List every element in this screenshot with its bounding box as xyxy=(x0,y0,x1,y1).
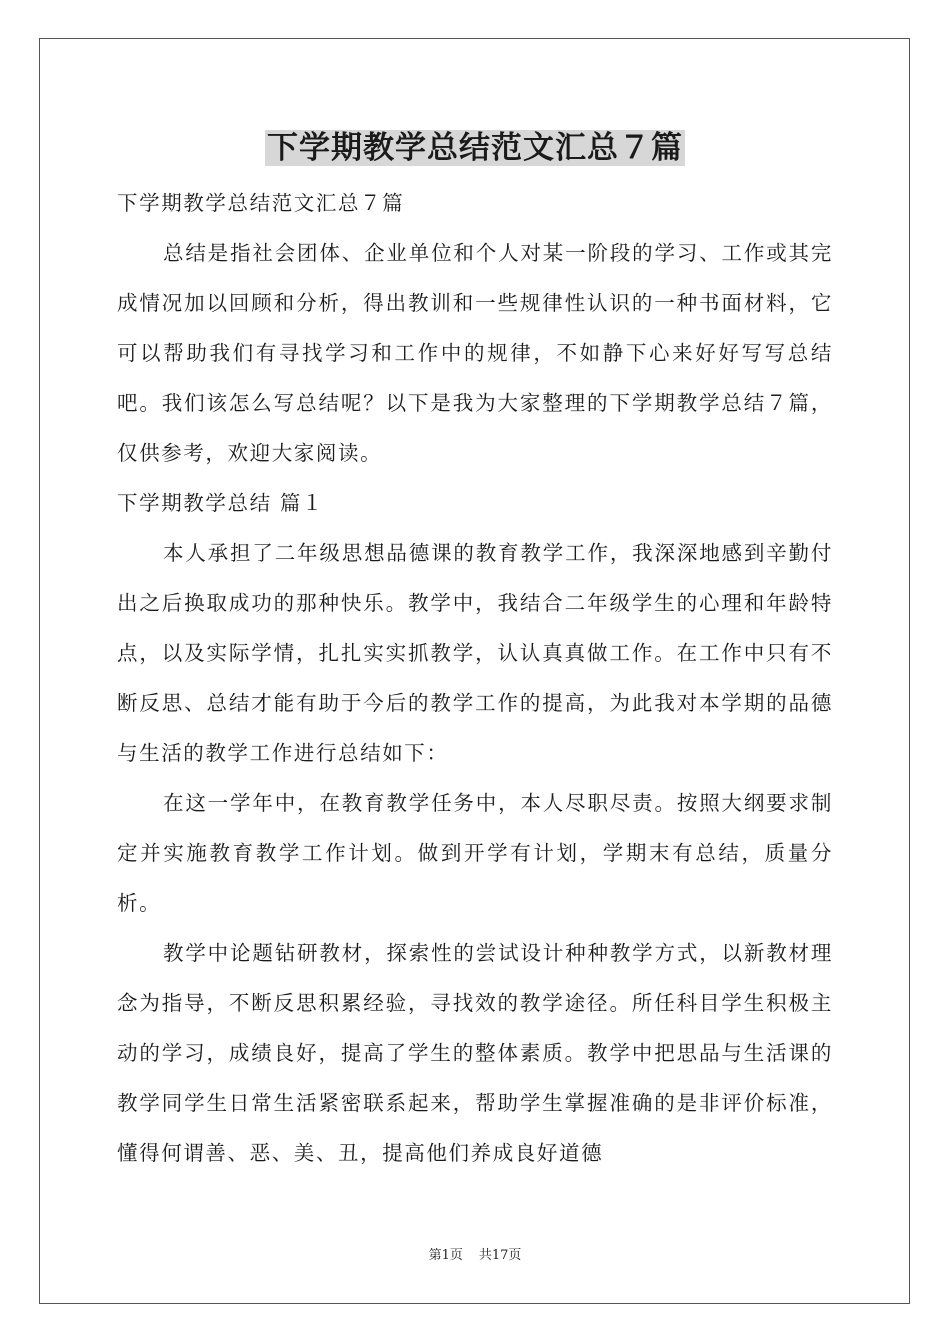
section-heading: 下学期教学总结 篇１ xyxy=(117,491,325,515)
intro-paragraph: 总结是指社会团体、企业单位和个人对某一阶段的学习、工作或其完成情况加以回顾和分析，得出教训和一些规律性认识的一种书面材料，它可以帮助我们有寻找学习和工作中的规律，不如静下心来好好写写总结吧。我们该怎么写总结呢？以下是我为大家整理的下学期教学总结７篇，仅供参考，欢迎大家阅读。 xyxy=(117,241,833,465)
document-title xyxy=(0,126,950,170)
page-number: 第1页 xyxy=(428,1248,463,1263)
body-paragraph-2: 在这一学年中，在教育教学任务中，本人尽职尽责。按照大纲要求制定并实施教育教学工作计划。做到开学有计划，学期末有总结，质量分析。 xyxy=(117,791,833,915)
page-total: 共17页 xyxy=(478,1248,522,1263)
document-subtitle: 下学期教学总结范文汇总７篇 xyxy=(117,191,405,215)
body-paragraph-3: 教学中论题钻研教材，探索性的尝试设计种种教学方式，以新教材理念为指导，不断反思积累经验，寻找效的教学途径。所任科目学生积极主动的学习，成绩良好，提高了学生的整体素质。教学中把思品与生活课的教学同学生日常生活紧密联系起来，帮助学生掌握准确的是非评价标准，懂得何谓善、恶、美、丑，提高他们养成良好道德 xyxy=(117,941,833,1165)
page-footer xyxy=(0,1247,950,1265)
document-body xyxy=(117,178,833,1178)
body-paragraph-1: 本人承担了二年级思想品德课的教育教学工作，我深深地感到辛勤付出之后换取成功的那种快乐。教学中，我结合二年级学生的心理和年龄特点，以及实际学情，扎扎实实抓教学，认认真真做工作。在工作中只有不断反思、总结才能有助于今后的教学工作的提高，为此我对本学期的品德与生活的教学工作进行总结如下： xyxy=(117,541,833,765)
document-title-text: 下学期教学总结范文汇总７篇 xyxy=(267,130,683,166)
